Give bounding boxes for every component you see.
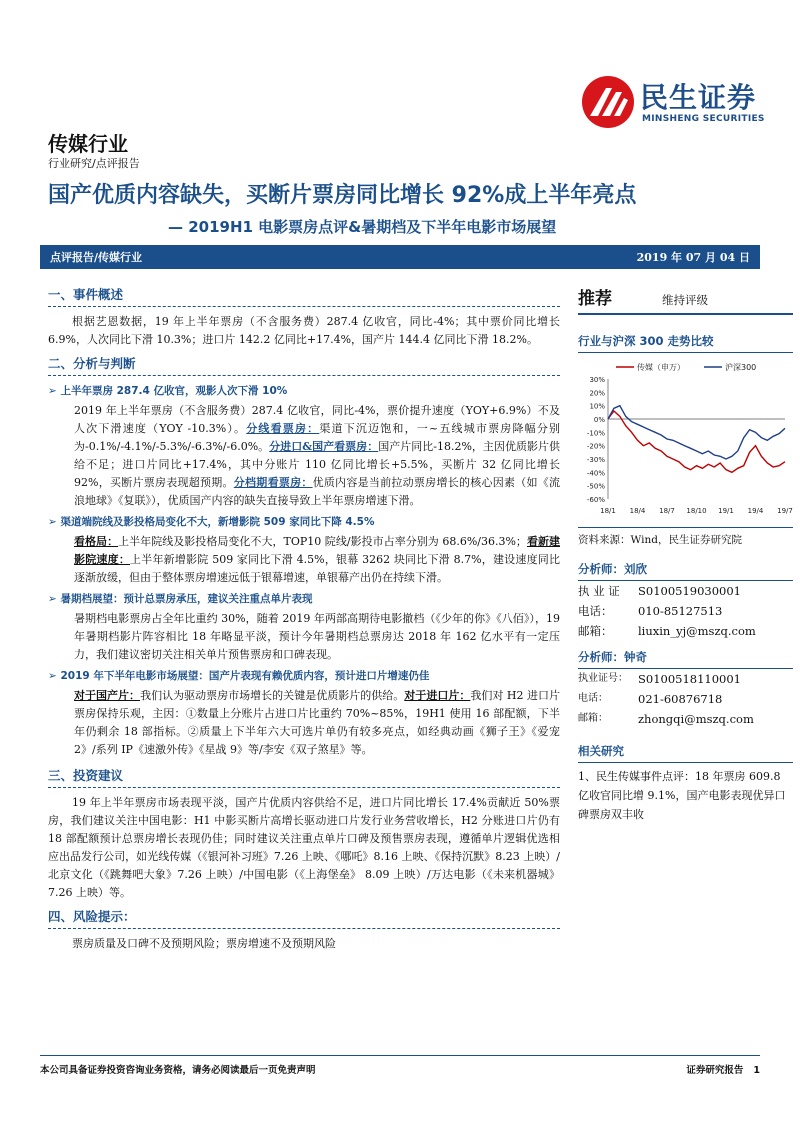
underline-label: 看新建影院速度： xyxy=(74,535,561,566)
x-tick-label: 18/7 xyxy=(659,507,675,515)
y-tick-label: 30% xyxy=(589,376,605,384)
main-content xyxy=(48,284,560,959)
body-text: 2019 年上半年票房（不含服务费）287.4 亿收官，同比-4%，票价提升速度（YOY+6.9%）不及人次下滑速度（YOY -10.3%）。 xyxy=(74,404,560,435)
page-number: 1 xyxy=(753,1065,760,1076)
series-line-0 xyxy=(608,411,785,472)
email-link[interactable]: liuxin_yj@mszq.com xyxy=(638,624,756,638)
body-text: 上半年新增影院 509 家同比下滑 4.5%，银幕 3262 块同比下滑 8.7%，建设速度同比逐渐放缓，但由于整体票房增速远低于银幕增速，单银幕产出仍在持续下滑。 xyxy=(74,553,561,584)
field-label: 执业证号： xyxy=(578,673,628,684)
legend-label: 沪深300 xyxy=(725,363,757,372)
body-text: 国产片同比-18.2%，主因优质影片供给不足；进口片同比+17.4%，其中分账片 110 亿同比增长+5.5%，买断片 32 亿同比增长 92%，买断片票房表现超预期。 xyxy=(74,440,560,489)
report-title: 国产优质内容缺失，买断片票房同比增长 92%成上半年亮点 xyxy=(48,183,637,208)
bullet-title: ➢ 2019 年下半年电影市场展望：国产片表现有赖优质内容，预计进口片增速仍佳 xyxy=(48,667,560,685)
rating-status: 维持评级 xyxy=(662,293,708,307)
header-band xyxy=(40,245,760,269)
chart-source: 资料来源：Wind，民生证券研究院 xyxy=(578,527,793,547)
y-tick-label: -60% xyxy=(586,496,605,504)
underline-label: 对于国产片： xyxy=(74,689,141,702)
chart-title: 行业与沪深 300 走势比较 xyxy=(578,329,793,353)
bullet-body xyxy=(48,687,560,759)
underline-label: 看格局： xyxy=(74,535,119,548)
analyst-phone xyxy=(578,601,793,621)
analyst-phone xyxy=(578,689,793,709)
y-tick-label: 10% xyxy=(589,402,605,411)
field-value: S0100518110001 xyxy=(638,672,741,686)
body-text: 优质内容是当前拉动票房增长的核心因素（如《流浪地球》《复联》），优质国产内容的缺失直接导致上半年票房增速下滑。 xyxy=(74,476,561,507)
field-value: S0100519030001 xyxy=(638,584,741,598)
logo-brand-en: MINSHENG SECURITIES xyxy=(642,114,765,124)
company-logo xyxy=(580,72,770,132)
section-heading: 四、风险提示： xyxy=(48,908,560,929)
sidebar xyxy=(578,284,793,824)
bullet-title: ➢ 渠道端院线及影投格局变化不大，新增影院 509 家同比下降 4.5% xyxy=(48,513,560,531)
recommendation: 推荐 xyxy=(578,289,612,309)
bullet-body xyxy=(48,533,560,587)
x-tick-label: 18/10 xyxy=(686,507,707,515)
investment-advice: 19 年上半年票房市场表现平淡，国产片优质内容供给不足，进口片同比增长 17.4%贡献近 50%票房，我们建议关注中国电影：H1 中影买断片高增长驱动进口片发行业务营收增长，H2 分账进口片仍有 18 部配额预计总票房增长表现仍佳；同时建议关注重点单片口碑及预售票房表现，遵循单片逻辑优选相应出品发行公司，如光线传媒（《银河补习班》7.26 上映、《哪吒》8.16 上映、《保持沉默》8.23 上映）/北京文化（《跳舞吧大象》7.26 上映）/中国电影（《上海堡垒》 8.09 上映）/万达电影（《未来机器城》7.26 上映）等。 xyxy=(48,796,560,899)
y-tick-label: -20% xyxy=(586,442,605,451)
section-heading: 三、投资建议 xyxy=(48,767,560,788)
field-label: 邮箱： xyxy=(578,624,613,638)
y-tick-label: 20% xyxy=(589,389,605,398)
page-footer xyxy=(40,1055,760,1076)
underline-label: 对于进口片： xyxy=(404,689,471,702)
legend-label: 传媒（申万） xyxy=(637,363,685,372)
body-text: 我们认为驱动票房市场增长的关键是优质影片的供给。 xyxy=(140,689,405,702)
highlight-label: 分档期看票房： xyxy=(233,476,313,489)
report-subtitle: — 2019H1 电影票房点评&暑期档及下半年电影市场展望 xyxy=(168,218,557,236)
field-value: 010-85127513 xyxy=(638,604,723,618)
trend-chart xyxy=(578,359,793,519)
analyst-email xyxy=(578,709,793,729)
x-tick-label: 19/7 xyxy=(777,507,793,515)
bullet-title: ➢ 上半年票房 287.4 亿收官，观影人次下滑 10% xyxy=(48,382,560,400)
field-label: 电话： xyxy=(578,693,608,704)
body-text: 渠道下沉迈饱和，一~五线城市票房降幅分别为-0.1%/-4.1%/-5.3%/-6.3%/-6.0%。 xyxy=(74,422,561,453)
field-value: 021-60876718 xyxy=(638,692,723,706)
x-tick-label: 18/1 xyxy=(600,507,616,515)
bullet-body xyxy=(48,402,560,510)
y-tick-label: -30% xyxy=(586,456,605,464)
body-text: 上半年院线及影投格局变化不大，TOP10 院线/影投市占率分别为 68.6%/36.3%； xyxy=(118,535,527,548)
highlight-label: 分进口&国产看票房： xyxy=(269,440,379,453)
section-heading: 一、事件概述 xyxy=(48,286,560,307)
event-summary: 根据艺恩数据，19 年上半年票房（不含服务费）287.4 亿收官，同比-4%；其中票价同比增长 6.9%，人次同比下滑 10.3%；进口片 142.2 亿同比+17.4%，国产片 144.4 亿同比下滑 18.2%。 xyxy=(48,315,560,346)
field-label: 邮箱： xyxy=(578,713,608,724)
analyst-heading: 分析师：刘欣 xyxy=(578,557,793,581)
analyst-heading: 分析师：钟奇 xyxy=(578,645,793,669)
x-tick-label: 19/4 xyxy=(747,507,764,515)
footer-label: 证券研究报告 xyxy=(686,1065,744,1076)
y-tick-label: -50% xyxy=(586,482,605,491)
analyst-cert xyxy=(578,669,793,689)
risk-text: 票房质量及口碑不及预期风险；票房增速不及预期风险 xyxy=(72,937,336,950)
footer-right xyxy=(686,1062,760,1076)
industry-label: 传媒行业 xyxy=(48,132,128,156)
field-label: 执 业 证 xyxy=(578,584,620,598)
email-link[interactable]: zhongqi@mszq.com xyxy=(638,712,754,726)
section-heading: 二、分析与判断 xyxy=(48,355,560,376)
field-label: 电话： xyxy=(578,604,613,618)
logo-brand-cn: 民生证券 xyxy=(640,81,757,114)
band-date: 2019 年 07 月 04 日 xyxy=(636,251,750,264)
y-tick-label: -10% xyxy=(586,429,605,438)
x-tick-label: 19/1 xyxy=(718,507,734,515)
related-heading: 相关研究 xyxy=(578,739,793,763)
report-type: 行业研究/点评报告 xyxy=(48,157,140,170)
highlight-label: 分线看票房： xyxy=(246,422,320,435)
x-tick-label: 18/4 xyxy=(629,507,646,515)
y-tick-label: 0% xyxy=(593,416,605,424)
analyst-cert xyxy=(578,581,793,601)
related-research-item[interactable]: 1、民生传媒事件点评：18 年票房 609.8 亿收官同比增 9.1%，国产电影表现优异口碑票房双丰收 xyxy=(578,770,786,821)
analyst-email xyxy=(578,621,793,641)
logo-mark-icon xyxy=(580,74,636,130)
bullet-body: 暑期档电影票房占全年比重约 30%，随着 2019 年两部高期待电影撤档（《少年的你》《八佰》），19 年暑期档影片阵容相比 18 年略显平淡，预计今年暑期档总票房达 2018 年 162 亿水平有一定压力，我们建议密切关注相关单片预售票房和口碑表现。 xyxy=(74,612,560,661)
rating-row xyxy=(578,284,793,315)
band-category: 点评报告/传媒行业 xyxy=(50,251,143,264)
bullet-title: ➢ 暑期档展望：预计总票房承压，建议关注重点单片表现 xyxy=(48,590,560,608)
disclaimer: 本公司具备证券投资咨询业务资格，请务必阅读最后一页免责声明 xyxy=(40,1065,316,1076)
body-text: 我们对 H2 进口片票房保持乐观，主因：①数量上分账片占进口片比重约 70%~85%，19H1 使用 16 部配额，下半年仍剩余 18 部指标。②质量上下半年六大可选片单仍有较多亮点，如经典动画《狮子王》《爱宠 2》/系列 IP《速激外传》《星战 9》等/李安《双子煞星》等。 xyxy=(74,689,561,756)
y-tick-label: -40% xyxy=(586,469,605,478)
